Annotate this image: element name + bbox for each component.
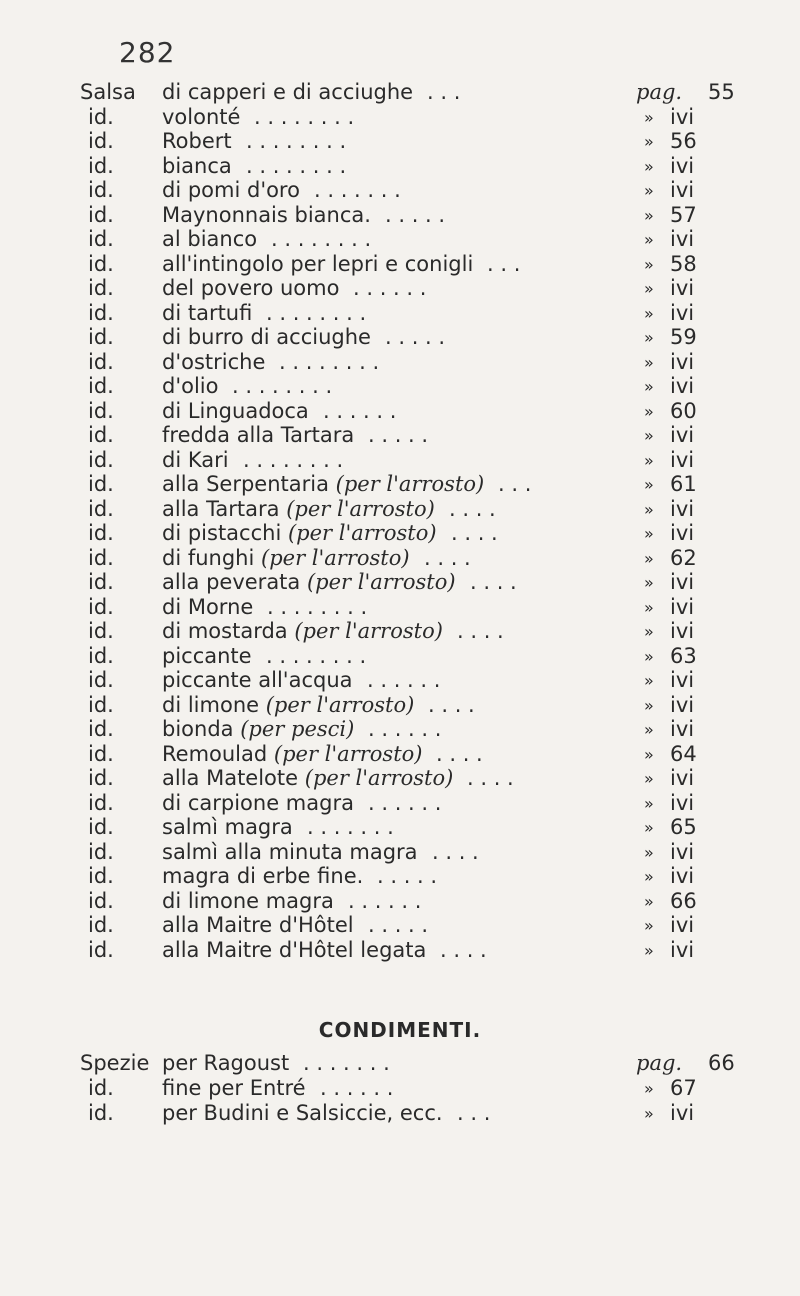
entry-prefix: id.: [88, 888, 114, 913]
page-number-ref: ivi: [670, 447, 695, 472]
entry-title: [162, 1101, 443, 1126]
page-number-ref: ivi: [670, 766, 695, 790]
ditto-mark: »: [644, 769, 654, 788]
entry-title-text: Remoulad: [162, 741, 268, 766]
entry-title-text: alla Maitre d'Hôtel: [162, 913, 354, 937]
dot-leader: . . .: [457, 1101, 491, 1125]
ditto-mark: »: [644, 720, 654, 739]
entry-prefix: id.: [88, 545, 114, 570]
entry-prefix: id.: [88, 447, 114, 472]
index-entry: [0, 815, 800, 840]
page-number-ref: ivi: [670, 349, 695, 374]
entry-title: [162, 227, 257, 252]
page-number-ref: ivi: [670, 668, 695, 692]
entry-title: [162, 595, 253, 620]
index-entry: [0, 80, 800, 105]
ditto-mark: »: [644, 401, 654, 421]
entry-title: [162, 497, 435, 522]
dot-leader: . . . . . . . .: [267, 594, 368, 619]
entry-title: [162, 693, 414, 718]
entry-prefix: id.: [88, 1101, 114, 1125]
ditto-mark: »: [644, 1079, 654, 1098]
ditto-mark: »: [644, 279, 654, 298]
index-entry: [0, 472, 800, 497]
dot-leader: . . . . . . . .: [266, 643, 367, 668]
entry-title: [162, 252, 473, 277]
entry-prefix: id.: [88, 398, 114, 423]
entry-title-text: Robert: [162, 129, 232, 153]
index-entry: [0, 913, 800, 938]
entry-title: [162, 350, 265, 375]
entry-title: [162, 840, 418, 865]
page-number-ref: ivi: [670, 937, 695, 962]
page-number-ref: ivi: [670, 839, 695, 864]
ditto-mark: »: [644, 328, 654, 347]
entry-title: [162, 864, 363, 889]
entry-note: (per l'arrosto): [261, 545, 410, 570]
entry-note: (per l'arrosto): [273, 741, 423, 766]
entry-title-text: volonté: [162, 104, 241, 129]
page-number-ref: 67: [670, 1076, 697, 1100]
entry-title-text: per Budini e Salsiccie, ecc.: [162, 1101, 443, 1125]
entry-prefix: id.: [88, 1076, 114, 1100]
dot-leader: . . . . . . . .: [246, 153, 347, 178]
entry-note: (per l'arrosto): [286, 496, 435, 521]
entry-title-text: fredda alla Tartara: [162, 423, 355, 447]
dot-leader: . . . . . .: [323, 398, 397, 423]
entry-prefix: id.: [88, 570, 114, 594]
dot-leader: . . . .: [436, 741, 483, 766]
entry-title-text: di capperi e di acciughe: [162, 80, 414, 104]
dot-leader: . . . . .: [385, 325, 446, 349]
ditto-mark: »: [644, 181, 654, 200]
dot-leader: . . . . . .: [367, 668, 441, 692]
entry-title-text: di pomi d'oro: [162, 178, 300, 202]
dot-leader: . . . .: [457, 619, 504, 643]
entry-title: [162, 546, 410, 571]
page-number-ref: ivi: [670, 276, 695, 300]
ditto-mark: »: [644, 205, 654, 225]
page-number-ref: ivi: [670, 104, 695, 129]
ditto-mark: »: [644, 793, 654, 813]
index-entry: [0, 1101, 800, 1126]
entry-prefix: id.: [88, 521, 114, 545]
ditto-mark: »: [644, 426, 654, 445]
entry-title: [162, 938, 426, 963]
page-number-ref: ivi: [670, 790, 695, 815]
ditto-mark: »: [644, 867, 654, 886]
dot-leader: . . . .: [424, 545, 471, 570]
page-number-ref: 60: [670, 398, 697, 423]
index-entry: [0, 595, 800, 620]
index-entry: [0, 619, 800, 644]
index-entry: [0, 178, 800, 203]
entry-title: [162, 472, 484, 497]
entry-title: [162, 619, 443, 644]
dot-leader: . . . .: [440, 937, 487, 962]
entry-title: [162, 276, 339, 301]
entry-prefix: id.: [88, 300, 114, 325]
entry-title-text: di tartufi: [162, 300, 253, 325]
entry-title: [162, 766, 453, 791]
page-number-ref: ivi: [670, 594, 695, 619]
entry-title: [162, 521, 437, 546]
entry-title: [162, 129, 232, 154]
dot-leader: . . . . . . . .: [279, 349, 380, 374]
ditto-mark: »: [644, 671, 654, 690]
ditto-mark: »: [644, 940, 654, 960]
ditto-mark: »: [644, 916, 654, 935]
page-number-ref: ivi: [670, 913, 695, 937]
ditto-mark: »: [644, 891, 654, 911]
entry-title-text: alla Tartara: [162, 496, 280, 521]
page-number-ref: ivi: [670, 423, 695, 447]
ditto-mark: »: [644, 524, 654, 543]
entry-title-text: d'ostriche: [162, 349, 266, 374]
dot-leader: . . .: [498, 472, 532, 496]
entry-title-text: salmì alla minuta magra: [162, 839, 418, 864]
dot-leader: . . . .: [432, 839, 479, 864]
dot-leader: . . . . . . .: [314, 178, 401, 202]
page-number-ref: ivi: [670, 496, 695, 521]
index-entry: [0, 840, 800, 865]
page-number-ref: ivi: [670, 374, 695, 398]
page-number-ref: 55: [708, 80, 735, 104]
ditto-mark: »: [644, 107, 654, 127]
dot-leader: . . . . . .: [353, 276, 427, 300]
index-entry: [0, 497, 800, 522]
ditto-mark: »: [644, 377, 654, 396]
entry-prefix: id.: [88, 325, 114, 349]
entry-prefix: id.: [88, 717, 114, 741]
ditto-mark: »: [644, 695, 654, 715]
entry-title-text: salmì magra: [162, 815, 293, 839]
dot-leader: . . . . .: [368, 913, 429, 937]
entry-title: [162, 815, 293, 840]
dot-leader: . . .: [487, 251, 521, 276]
entry-title: [162, 203, 371, 228]
entry-title: [162, 301, 252, 326]
dot-leader: . . . . . .: [320, 1076, 394, 1100]
entry-title-text: d'olio: [162, 374, 219, 398]
index-entry: [0, 644, 800, 669]
dot-leader: . . .: [427, 80, 461, 104]
index-entry: [0, 350, 800, 375]
index-entry: [0, 1051, 800, 1076]
index-entry: [0, 227, 800, 252]
ditto-mark: »: [644, 156, 654, 176]
entry-title: [162, 399, 309, 424]
dot-leader: . . . .: [470, 570, 517, 594]
entry-prefix: id.: [88, 423, 114, 447]
entry-title-text: alla Matelote: [162, 766, 299, 790]
entry-note: (per l'arrosto): [265, 692, 415, 717]
pag-abbrev: pag.: [636, 80, 683, 104]
entry-prefix: id.: [88, 153, 114, 178]
dot-leader: . . . .: [467, 766, 514, 790]
page-number-ref: ivi: [670, 521, 695, 545]
ditto-mark: »: [644, 352, 654, 372]
dot-leader: . . . . . . . .: [254, 104, 355, 129]
index-entry: [0, 766, 800, 791]
entry-title-text: bianca: [162, 153, 232, 178]
dot-leader: . . . . . . . .: [271, 227, 372, 251]
ditto-mark: »: [644, 230, 654, 249]
dot-leader: . . . .: [451, 521, 498, 545]
entry-title: [162, 80, 413, 105]
entry-note: (per l'arrosto): [335, 472, 485, 496]
entry-prefix: id.: [88, 227, 114, 251]
page-number-ref: 62: [670, 545, 697, 570]
entry-note: (per l'arrosto): [304, 766, 454, 790]
entry-prefix: id.: [88, 104, 114, 129]
page-number-ref: ivi: [670, 178, 695, 202]
entry-prefix: id.: [88, 913, 114, 937]
ditto-mark: »: [644, 475, 654, 494]
index-entry: [0, 374, 800, 399]
page-number-ref: 56: [670, 129, 697, 153]
index-entry: [0, 889, 800, 914]
page-number-ref: 66: [670, 888, 697, 913]
page-number-ref: 65: [670, 815, 697, 839]
entry-title: [162, 448, 229, 473]
index-entry: [0, 864, 800, 889]
dot-leader: . . . .: [449, 496, 496, 521]
page-number-ref: ivi: [670, 153, 695, 178]
page-number-ref: 66: [708, 1051, 735, 1075]
entry-prefix: id.: [88, 202, 114, 227]
ditto-mark: »: [644, 573, 654, 592]
entry-title: [162, 1051, 289, 1076]
entry-prefix: id.: [88, 472, 114, 496]
dot-leader: . . . . .: [377, 864, 438, 888]
entry-prefix: id.: [88, 864, 114, 888]
entry-title-text: di Kari: [162, 447, 229, 472]
ditto-mark: »: [644, 499, 654, 519]
index-entry: [0, 693, 800, 718]
page-number-ref: ivi: [670, 864, 695, 888]
page-number-ref: 58: [670, 251, 697, 276]
ditto-mark: »: [644, 1104, 654, 1123]
dot-leader: . . . .: [428, 692, 475, 717]
entry-title: [162, 644, 252, 669]
page-number-ref: 61: [670, 472, 697, 496]
entry-title-text: di carpione magra: [162, 790, 354, 815]
entry-title: [162, 742, 422, 767]
index-entry: [0, 742, 800, 767]
entry-prefix: id.: [88, 349, 114, 374]
page-number-ref: 57: [670, 202, 697, 227]
index-entry: [0, 154, 800, 179]
index-entry: [0, 448, 800, 473]
ditto-mark: »: [644, 132, 654, 151]
entry-title: [162, 570, 456, 595]
entry-prefix: id.: [88, 374, 114, 398]
entry-title-text: al bianco: [162, 227, 258, 251]
entry-note: (per pesci): [240, 717, 355, 741]
index-entry: [0, 129, 800, 154]
entry-prefix: id.: [88, 178, 114, 202]
dot-leader: . . . . . . .: [307, 815, 394, 839]
entry-title-text: di mostarda: [162, 619, 288, 643]
entry-prefix: id.: [88, 251, 114, 276]
page-number-ref: 63: [670, 643, 697, 668]
entry-title: [162, 717, 354, 742]
page-number-ref: 59: [670, 325, 697, 349]
dot-leader: . . . . . .: [348, 888, 422, 913]
index-entry: [0, 546, 800, 571]
page-number-ref: ivi: [670, 570, 695, 594]
index-entry: [0, 276, 800, 301]
entry-title-text: alla Serpentaria: [162, 472, 329, 496]
entry-title-text: Maynonnais bianca.: [162, 202, 371, 227]
page-number: 282: [119, 36, 176, 69]
ditto-mark: »: [644, 622, 654, 641]
entry-title: [162, 325, 371, 350]
entry-title-text: all'intingolo per lepri e conigli: [162, 251, 474, 276]
page-number-ref: ivi: [670, 300, 695, 325]
dot-leader: . . . . . .: [368, 717, 442, 741]
entry-title-text: bionda: [162, 717, 234, 741]
entry-prefix: id.: [88, 619, 114, 643]
index-entry: [0, 791, 800, 816]
entry-title: [162, 423, 354, 448]
entry-title-text: magra di erbe fine.: [162, 864, 364, 888]
page-number-ref: 64: [670, 741, 697, 766]
entry-title-text: di funghi: [162, 545, 255, 570]
index-entry: [0, 521, 800, 546]
dot-leader: . . . . .: [368, 423, 429, 447]
entry-title: [162, 913, 354, 938]
index-entry: [0, 570, 800, 595]
ditto-mark: »: [644, 450, 654, 470]
entry-title: [162, 889, 334, 914]
entry-title: [162, 374, 218, 399]
index-entry: [0, 399, 800, 424]
index-entry: [0, 668, 800, 693]
entry-title-text: piccante all'acqua: [162, 668, 353, 692]
entry-prefix: id.: [88, 766, 114, 790]
entry-title-text: piccante: [162, 643, 252, 668]
entry-title-text: di Morne: [162, 594, 254, 619]
ditto-mark: »: [644, 254, 654, 274]
dot-leader: . . . . . . .: [303, 1051, 390, 1075]
entry-title: [162, 791, 354, 816]
index-entry: [0, 717, 800, 742]
dot-leader: . . . . . . . .: [232, 374, 333, 398]
dot-leader: . . . . . . . .: [266, 300, 367, 325]
entry-prefix: id.: [88, 790, 114, 815]
page-number-ref: ivi: [670, 227, 695, 251]
section-heading: CONDIMENTI.: [318, 1018, 482, 1042]
entry-prefix: id.: [88, 692, 114, 717]
entry-title-text: di burro di acciughe: [162, 325, 371, 349]
page-number-ref: ivi: [670, 1101, 695, 1125]
entry-prefix: id.: [88, 496, 114, 521]
page-number-ref: ivi: [670, 692, 695, 717]
ditto-mark: »: [644, 646, 654, 666]
entry-title-text: di limone magra: [162, 888, 334, 913]
entry-prefix: id.: [88, 643, 114, 668]
dot-leader: . . . . . . . .: [246, 129, 347, 153]
ditto-mark: »: [644, 744, 654, 764]
index-entry: [0, 252, 800, 277]
index-entry: [0, 301, 800, 326]
page-number-ref: ivi: [670, 619, 695, 643]
entry-prefix: id.: [88, 741, 114, 766]
entry-prefix: id.: [88, 129, 114, 153]
index-entry: [0, 938, 800, 963]
entry-title: [162, 1076, 306, 1101]
entry-prefix: id.: [88, 839, 114, 864]
index-entry: [0, 1076, 800, 1101]
entry-prefix: id.: [88, 937, 114, 962]
entry-title-text: del povero uomo: [162, 276, 340, 300]
entry-title-text: per Ragoust: [162, 1051, 290, 1075]
entry-title: [162, 178, 300, 203]
index-entry: [0, 423, 800, 448]
entry-title: [162, 668, 353, 693]
dot-leader: . . . . . . . .: [243, 447, 344, 472]
entry-title-text: di pistacchi: [162, 521, 282, 545]
dot-leader: . . . . .: [385, 202, 446, 227]
ditto-mark: »: [644, 597, 654, 617]
dot-leader: . . . . . .: [368, 790, 442, 815]
entry-title-text: alla Maitre d'Hôtel legata: [162, 937, 427, 962]
entry-note: (per l'arrosto): [306, 570, 456, 594]
entry-title: [162, 105, 240, 130]
page-number-ref: ivi: [670, 717, 695, 741]
entry-prefix: Salsa: [80, 80, 136, 104]
entry-prefix: id.: [88, 276, 114, 300]
ditto-mark: »: [644, 818, 654, 837]
entry-prefix: id.: [88, 668, 114, 692]
entry-note: (per l'arrosto): [287, 521, 437, 545]
index-entry: [0, 325, 800, 350]
entry-title-text: alla peverata: [162, 570, 301, 594]
entry-title: [162, 154, 232, 179]
entry-prefix: Spezie: [80, 1051, 150, 1075]
index-entry: [0, 203, 800, 228]
pag-abbrev: pag.: [636, 1051, 683, 1075]
index-entry: [0, 105, 800, 130]
ditto-mark: »: [644, 303, 654, 323]
entry-title-text: di Linguadoca: [162, 398, 309, 423]
entry-note: (per l'arrosto): [294, 619, 443, 643]
ditto-mark: »: [644, 548, 654, 568]
entry-prefix: id.: [88, 594, 114, 619]
entry-title-text: fine per Entré: [162, 1076, 306, 1100]
entry-title-text: di limone: [162, 692, 260, 717]
ditto-mark: »: [644, 842, 654, 862]
entry-prefix: id.: [88, 815, 114, 839]
